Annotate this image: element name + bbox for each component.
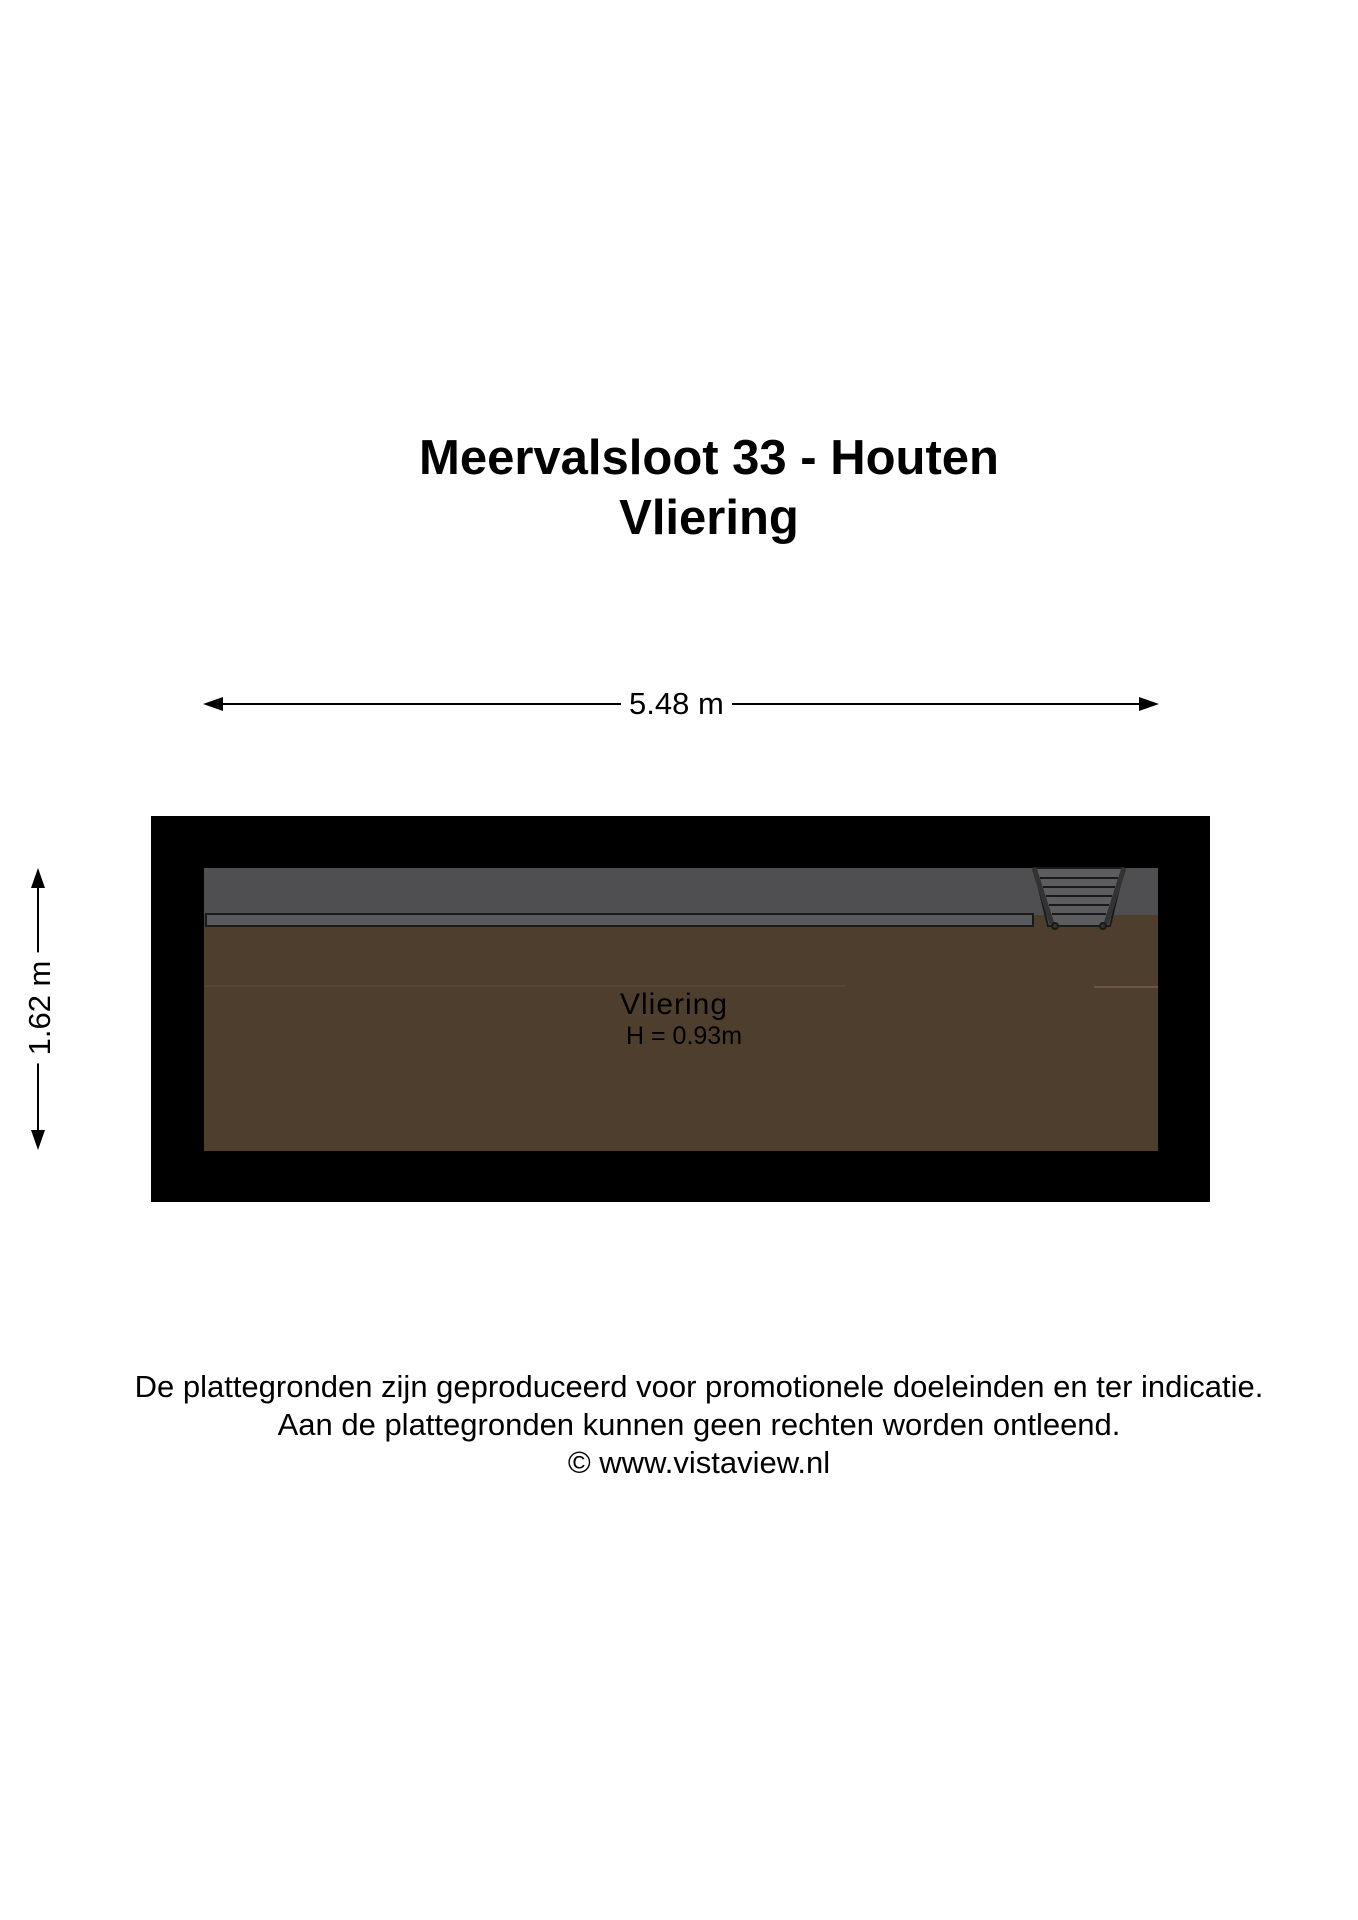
disclaimer (0, 1368, 1358, 1482)
stair-icon (1034, 868, 1124, 929)
address-title: Meervalsloot 33 - Houten (419, 431, 999, 485)
copyright-line: © www.vistaview.nl (567, 1445, 831, 1480)
arrow-left-icon (203, 697, 223, 711)
disclaimer-line-2: Aan de plattegronden kunnen geen rechten worden ontleend. (277, 1407, 1121, 1442)
room-ceiling-height: H = 0.93m (626, 1022, 743, 1050)
room-name: Vliering (620, 988, 729, 1021)
floor-title: Vliering (619, 491, 799, 545)
arrow-down-icon (31, 1130, 45, 1150)
roof-slope (204, 868, 1158, 915)
height-label: 1.62 m (20, 953, 60, 1064)
arrow-right-icon (1139, 697, 1159, 711)
arrow-up-icon (31, 868, 45, 888)
roof-beam (206, 914, 1033, 926)
disclaimer-line-1: De plattegronden zijn geproduceerd voor promotionele doeleinden en ter indicatie. (134, 1369, 1264, 1404)
width-label: 5.48 m (621, 684, 732, 724)
